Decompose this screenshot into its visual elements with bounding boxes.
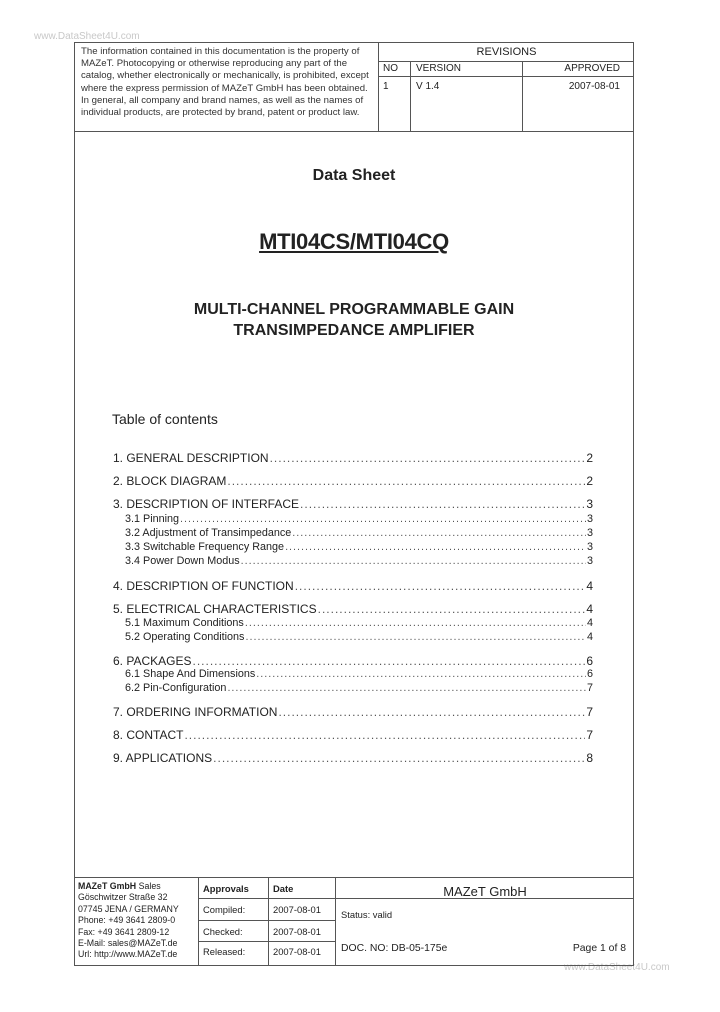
address-phone: Phone: +49 3641 2809-0 [78, 915, 176, 926]
toc-entry-label: 5.2 Operating Conditions [125, 631, 245, 643]
toc-entry[interactable] [113, 682, 593, 694]
revisions-header-row [379, 62, 634, 77]
revisions-row [379, 76, 634, 131]
document-frame [74, 42, 634, 966]
toc-leader-dots [213, 751, 585, 765]
toc-entry-label: 6.1 Shape And Dimensions [125, 668, 256, 680]
toc-leader-dots [295, 579, 586, 593]
toc-leader-dots [245, 617, 586, 629]
approvals-header: Approvals [203, 883, 249, 894]
product-subtitle [75, 299, 633, 341]
toc-entry-page: 2 [586, 451, 593, 465]
col-version-header: VERSION [410, 62, 522, 76]
date-column [268, 878, 336, 966]
col-approved-header: APPROVED [522, 62, 634, 76]
doc-number: DOC. NO: DB-05-175e [341, 943, 448, 954]
toc-leader-dots [292, 527, 586, 539]
toc-entry-page: 4 [586, 602, 593, 616]
toc-entry[interactable] [113, 751, 593, 765]
date-header: Date [273, 883, 294, 894]
toc-entry-page: 3 [586, 541, 593, 553]
toc-entry-page: 4 [586, 579, 593, 593]
doc-info-block [335, 878, 634, 966]
toc-entry-label: 1. GENERAL DESCRIPTION [113, 451, 269, 465]
toc-entry[interactable] [113, 527, 593, 539]
address-company: MAZeT GmbH [78, 881, 137, 891]
toc-entry[interactable] [113, 474, 593, 488]
released-date: 2007-08-01 [273, 946, 321, 957]
toc-leader-dots [245, 631, 586, 643]
toc-entry-page: 7 [586, 705, 593, 719]
toc-entry[interactable] [113, 579, 593, 593]
toc-entry[interactable] [113, 602, 593, 616]
toc-entry[interactable] [113, 451, 593, 465]
watermark-top: www.DataSheet4U.com [34, 31, 140, 42]
toc-entry-label: 7. ORDERING INFORMATION [113, 705, 278, 719]
toc-leader-dots [300, 497, 585, 511]
toc-entry-label: 3. DESCRIPTION OF INTERFACE [113, 497, 300, 511]
watermark-bottom: www.DataSheet4U.com [564, 962, 670, 973]
toc-entry[interactable] [113, 617, 593, 629]
toc-heading: Table of contents [112, 411, 218, 427]
footer-divider [335, 898, 633, 899]
checked-label: Checked: [203, 926, 243, 937]
toc-leader-dots [241, 555, 586, 567]
approvals-column [198, 878, 269, 966]
toc-entry-label: 6. PACKAGES [113, 654, 192, 668]
footer-section [75, 877, 633, 966]
toc-entry-page: 3 [586, 497, 593, 511]
toc-entry[interactable] [113, 541, 593, 553]
revisions-table [378, 43, 634, 131]
toc-entry-page: 7 [586, 682, 593, 694]
footer-divider [198, 898, 335, 899]
toc-entry-label: 8. CONTACT [113, 728, 184, 742]
rev-no: 1 [383, 81, 389, 92]
rev-approved: 2007-08-01 [568, 81, 620, 92]
toc-entry-page: 3 [586, 555, 593, 567]
released-label: Released: [203, 946, 246, 957]
toc-entry-label: 4. DESCRIPTION OF FUNCTION [113, 579, 294, 593]
footer-divider [198, 941, 335, 942]
compiled-label: Compiled: [203, 904, 246, 915]
address-city: 07745 JENA / GERMANY [78, 903, 179, 914]
col-no-header: NO [383, 63, 398, 74]
revisions-title: REVISIONS [379, 43, 634, 62]
address-block [78, 881, 196, 961]
toc-entry-label: 3.2 Adjustment of Transimpedance [125, 527, 292, 539]
toc-entry-label: 3.3 Switchable Frequency Range [125, 541, 285, 553]
toc-entry-label: 2. BLOCK DIAGRAM [113, 474, 227, 488]
toc-entry-label: 5. ELECTRICAL CHARACTERISTICS [113, 602, 317, 616]
toc-entry-page: 7 [586, 728, 593, 742]
toc-leader-dots [192, 654, 585, 668]
toc-leader-dots [227, 682, 586, 694]
toc-leader-dots [318, 602, 586, 616]
toc-entry-label: 3.1 Pinning [125, 513, 180, 525]
doc-status: Status: valid [341, 909, 393, 920]
toc-leader-dots [180, 513, 586, 525]
toc-entry[interactable] [113, 654, 593, 668]
toc-entry[interactable] [113, 728, 593, 742]
property-notice: The information contained in this documentation is the property of MAZeT. Photocopying or otherwise reproducing any part of the catalog, whether electronically or mechanically, is prohibited, except where the express permission of MAZeT GmbH has been obtained. In general, all company and brand names, as well as the names of individual products, are protected by brand, patent or product law. [81, 46, 369, 119]
toc-entry-label: 6.2 Pin-Configuration [125, 682, 227, 694]
part-number: MTI04CS/MTI04CQ [259, 229, 449, 254]
toc-leader-dots [285, 541, 586, 553]
doc-type-title: Data Sheet [312, 167, 396, 184]
footer-company: MAZeT GmbH [443, 884, 527, 899]
toc-entry-page: 8 [586, 751, 593, 765]
toc-entry-page: 4 [586, 617, 593, 629]
compiled-date: 2007-08-01 [273, 904, 321, 915]
toc-leader-dots [227, 474, 585, 488]
toc-entry-label: 5.1 Maximum Conditions [125, 617, 244, 629]
toc-leader-dots [270, 451, 586, 465]
address-email: E-Mail: sales@MAZeT.de [78, 938, 178, 949]
address-street: Göschwitzer Straße 32 [78, 892, 168, 903]
toc-entry-page: 3 [586, 513, 593, 525]
toc-entry[interactable] [113, 705, 593, 719]
address-dept: Sales [138, 881, 161, 891]
toc-leader-dots [184, 728, 585, 742]
address-fax: Fax: +49 3641 2809-12 [78, 926, 170, 937]
toc-entry-page: 6 [586, 668, 593, 680]
subtitle-line-2: TRANSIMPEDANCE AMPLIFIER [233, 322, 475, 339]
header-section [75, 43, 633, 132]
toc-entry-page: 2 [586, 474, 593, 488]
checked-date: 2007-08-01 [273, 926, 321, 937]
toc-entry-page: 3 [586, 527, 593, 539]
subtitle-line-1: MULTI-CHANNEL PROGRAMMABLE GAIN [193, 301, 515, 318]
toc-entry-label: 9. APPLICATIONS [113, 751, 213, 765]
toc-entry[interactable] [113, 497, 593, 511]
toc-entry-page: 4 [586, 631, 593, 643]
toc-entry[interactable] [113, 668, 593, 680]
toc-entry-page: 6 [586, 654, 593, 668]
footer-divider [198, 920, 335, 921]
toc-entry[interactable] [113, 631, 593, 643]
toc-entry[interactable] [113, 555, 593, 567]
toc-entry-label: 3.4 Power Down Modus [125, 555, 240, 567]
toc-entry[interactable] [113, 513, 593, 525]
toc-leader-dots [278, 705, 585, 719]
toc-leader-dots [256, 668, 586, 680]
rev-version: V 1.4 [416, 81, 440, 92]
page-number: Page 1 of 8 [572, 943, 626, 954]
address-url: Url: http://www.MAZeT.de [78, 949, 178, 960]
